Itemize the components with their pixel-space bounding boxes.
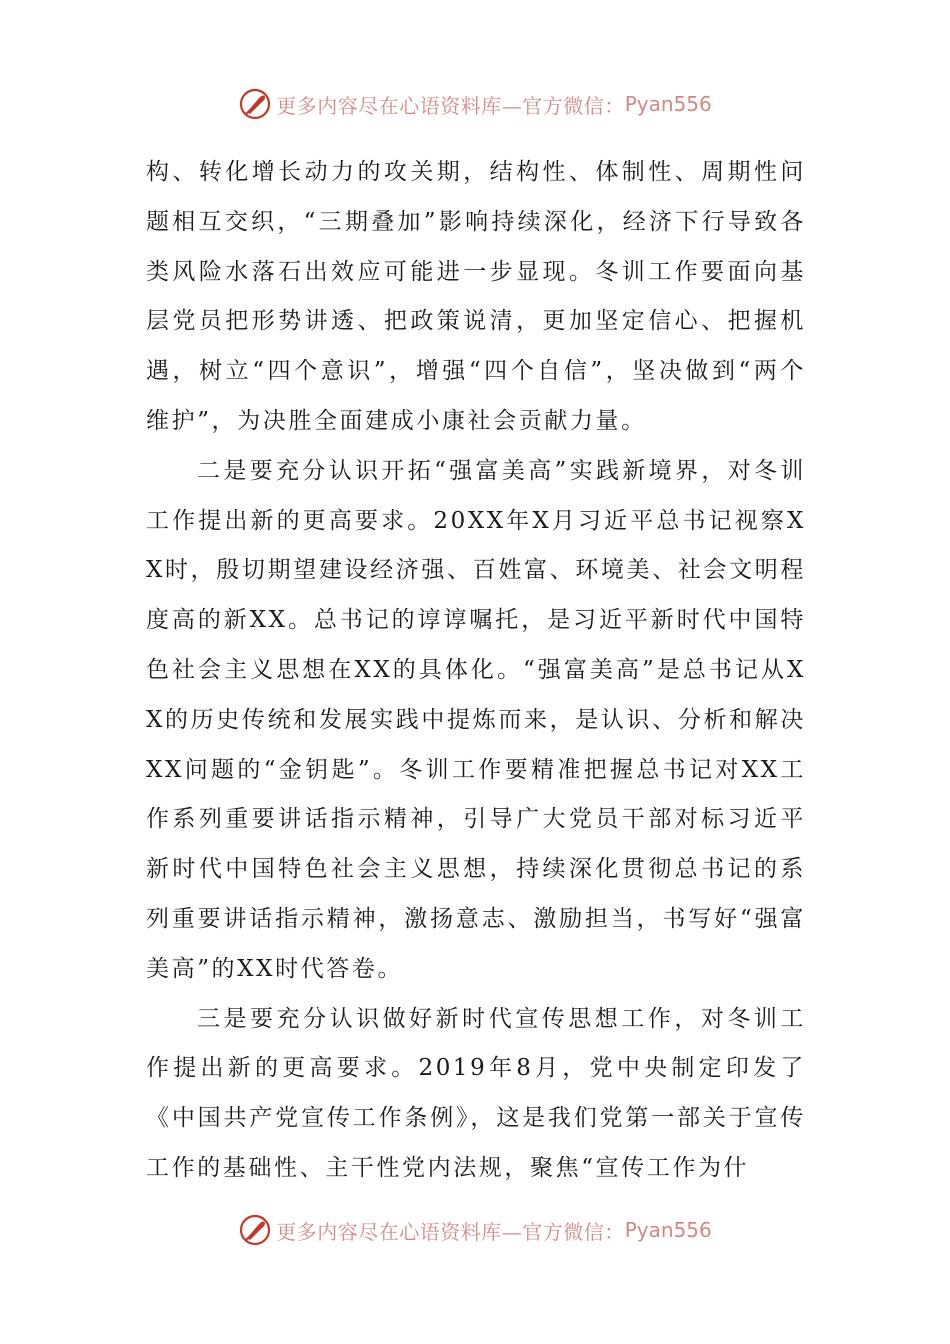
document-body [146,148,806,1194]
watermark-wechat-id: Pyan556 [624,92,712,116]
paragraph-continuation: 构、转化增长动力的攻关期，结构性、体制性、周期性问题相互交织，“三期叠加”影响持续深化，经济下行导致各类风险水落石出效应可能进一步显现。冬训工作要面向基层党员把形势讲透、把政策说清，更加坚定信心、把握机遇，树立“四个意识”，增强“四个自信”，坚决做到“两个维护”，为决胜全面建成小康社会贡献力量。 [146,159,806,434]
pen-quill-logo-icon [238,87,272,121]
footer-watermark-banner [0,1210,950,1250]
watermark-text: 更多内容尽在心语资料库—官方微信： [276,93,625,118]
watermark-wechat-id: Pyan556 [624,1218,712,1242]
paragraph-point-three: 三是要充分认识做好新时代宣传思想工作，对冬训工作提出新的更高要求。2019年8月，党中央制定印发了《中国共产党宣传工作条例》，这是我们党第一部关于宣传工作的基础性、主干性党内法规，聚焦“宣传工作为什 [146,1005,806,1181]
watermark-text: 更多内容尽在心语资料库—官方微信： [276,1219,625,1244]
paragraph-point-two: 二是要充分认识开拓“强富美高”实践新境界，对冬训工作提出新的更高要求。20XX年X月习近平总书记视察XX时，殷切期望建设经济强、百姓富、环境美、社会文明程度高的新XX。总书记的谆谆嘱托，是习近平新时代中国特色社会主义思想在XX的具体化。“强富美高”是总书记从XX的历史传统和发展实践中提炼而来，是认识、分析和解决XX问题的“金钥匙”。冬训工作要精准把握总书记对XX工作系列重要讲话指示精神，引导广大党员干部对标习近平新时代中国特色社会主义思想，持续深化贯彻总书记的系列重要讲话指示精神，激扬意志、激励担当，书写好“强富美高”的XX时代答卷。 [146,457,806,982]
pen-quill-logo-icon [238,1213,272,1247]
header-watermark-banner [0,84,950,124]
